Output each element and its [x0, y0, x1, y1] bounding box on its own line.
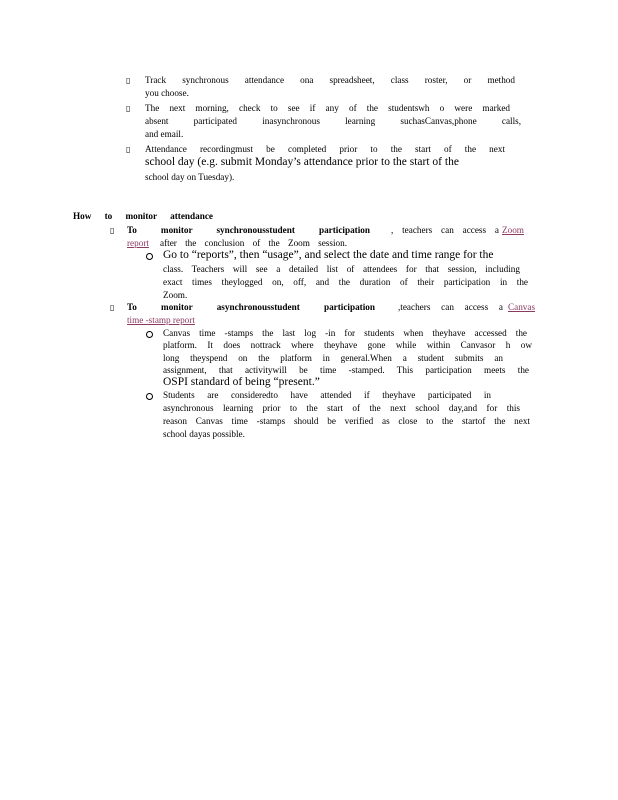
- list-item-text: Attendance recordingmust be completed prior to the start of the next: [145, 144, 505, 154]
- square-bullet-icon: ▯: [126, 76, 131, 85]
- sub-item-text: reason Canvas time -stamps should be verified as close to the startof the next: [163, 416, 530, 426]
- sub-item-text: class. Teachers will see a detailed list of attendees for that session, including: [163, 264, 520, 274]
- square-bullet-icon: ▯: [110, 303, 115, 312]
- circle-bullet-icon: [146, 331, 153, 338]
- sub-item-text: assignment, that activitywill be time -stamped. This participation meets the: [163, 365, 529, 375]
- circle-bullet-icon: [146, 253, 153, 260]
- list-item-text: you choose.: [145, 88, 189, 98]
- square-bullet-icon: ▯: [110, 226, 115, 235]
- list-item-text: The next morning, check to see if any of the studentswh o were marked: [145, 103, 510, 113]
- square-bullet-icon: ▯: [126, 145, 131, 154]
- sub-item-text: Go to “reports”, then “usage”, and select the date and time range for the: [163, 249, 494, 261]
- sub-item-text: Zoom.: [163, 290, 188, 300]
- zoom-report-link[interactable]: Zoom: [502, 225, 524, 235]
- list-item-text: absent participated inasynchronous learning suchasCanvas,phone calls,: [145, 116, 521, 126]
- section-heading: How to monitor attendance: [73, 211, 213, 221]
- list-item-text: Track synchronous attendance ona spreadsheet, class roster, or method: [145, 75, 515, 85]
- sub-item-text: school dayas possible.: [163, 429, 245, 439]
- list-item-text: school day (e.g. submit Monday’s attendance prior to the start of the: [145, 156, 459, 168]
- canvas-report-link[interactable]: time -stamp report: [127, 315, 195, 325]
- sub-item-text: Students are consideredto have attended if theyhave participated in: [163, 390, 491, 400]
- sub-item-text: platform. It does nottrack where theyhave gone while within Canvasor h ow: [163, 340, 532, 350]
- circle-bullet-icon: [146, 393, 153, 400]
- list-item-text: school day on Tuesday).: [145, 172, 235, 182]
- square-bullet-icon: ▯: [126, 104, 131, 113]
- sub-item-text: asynchronous learning prior to the start of the next school day,and for this: [163, 403, 520, 413]
- section-text: after the conclusion of the Zoom session.: [160, 238, 347, 248]
- list-item-text: and email.: [145, 129, 184, 139]
- section-title: To monitor synchronousstudent participation: [127, 225, 370, 235]
- sub-item-text: OSPI standard of being “present.”: [163, 376, 320, 388]
- section-text: ,teachers can access a: [398, 302, 503, 312]
- sub-item-text: exact times theylogged on, off, and the duration of their participation in the: [163, 277, 528, 287]
- zoom-report-link[interactable]: report: [127, 238, 149, 248]
- section-text: , teachers can access a: [391, 225, 499, 235]
- sub-item-text: Canvas time -stamps the last log -in for students when theyhave accessed the: [163, 328, 527, 338]
- sub-item-text: long theyspend on the platform in general.When a student submits an: [163, 353, 503, 363]
- section-title: To monitor asynchronousstudent participation: [127, 302, 375, 312]
- canvas-report-link[interactable]: Canvas: [508, 302, 536, 312]
